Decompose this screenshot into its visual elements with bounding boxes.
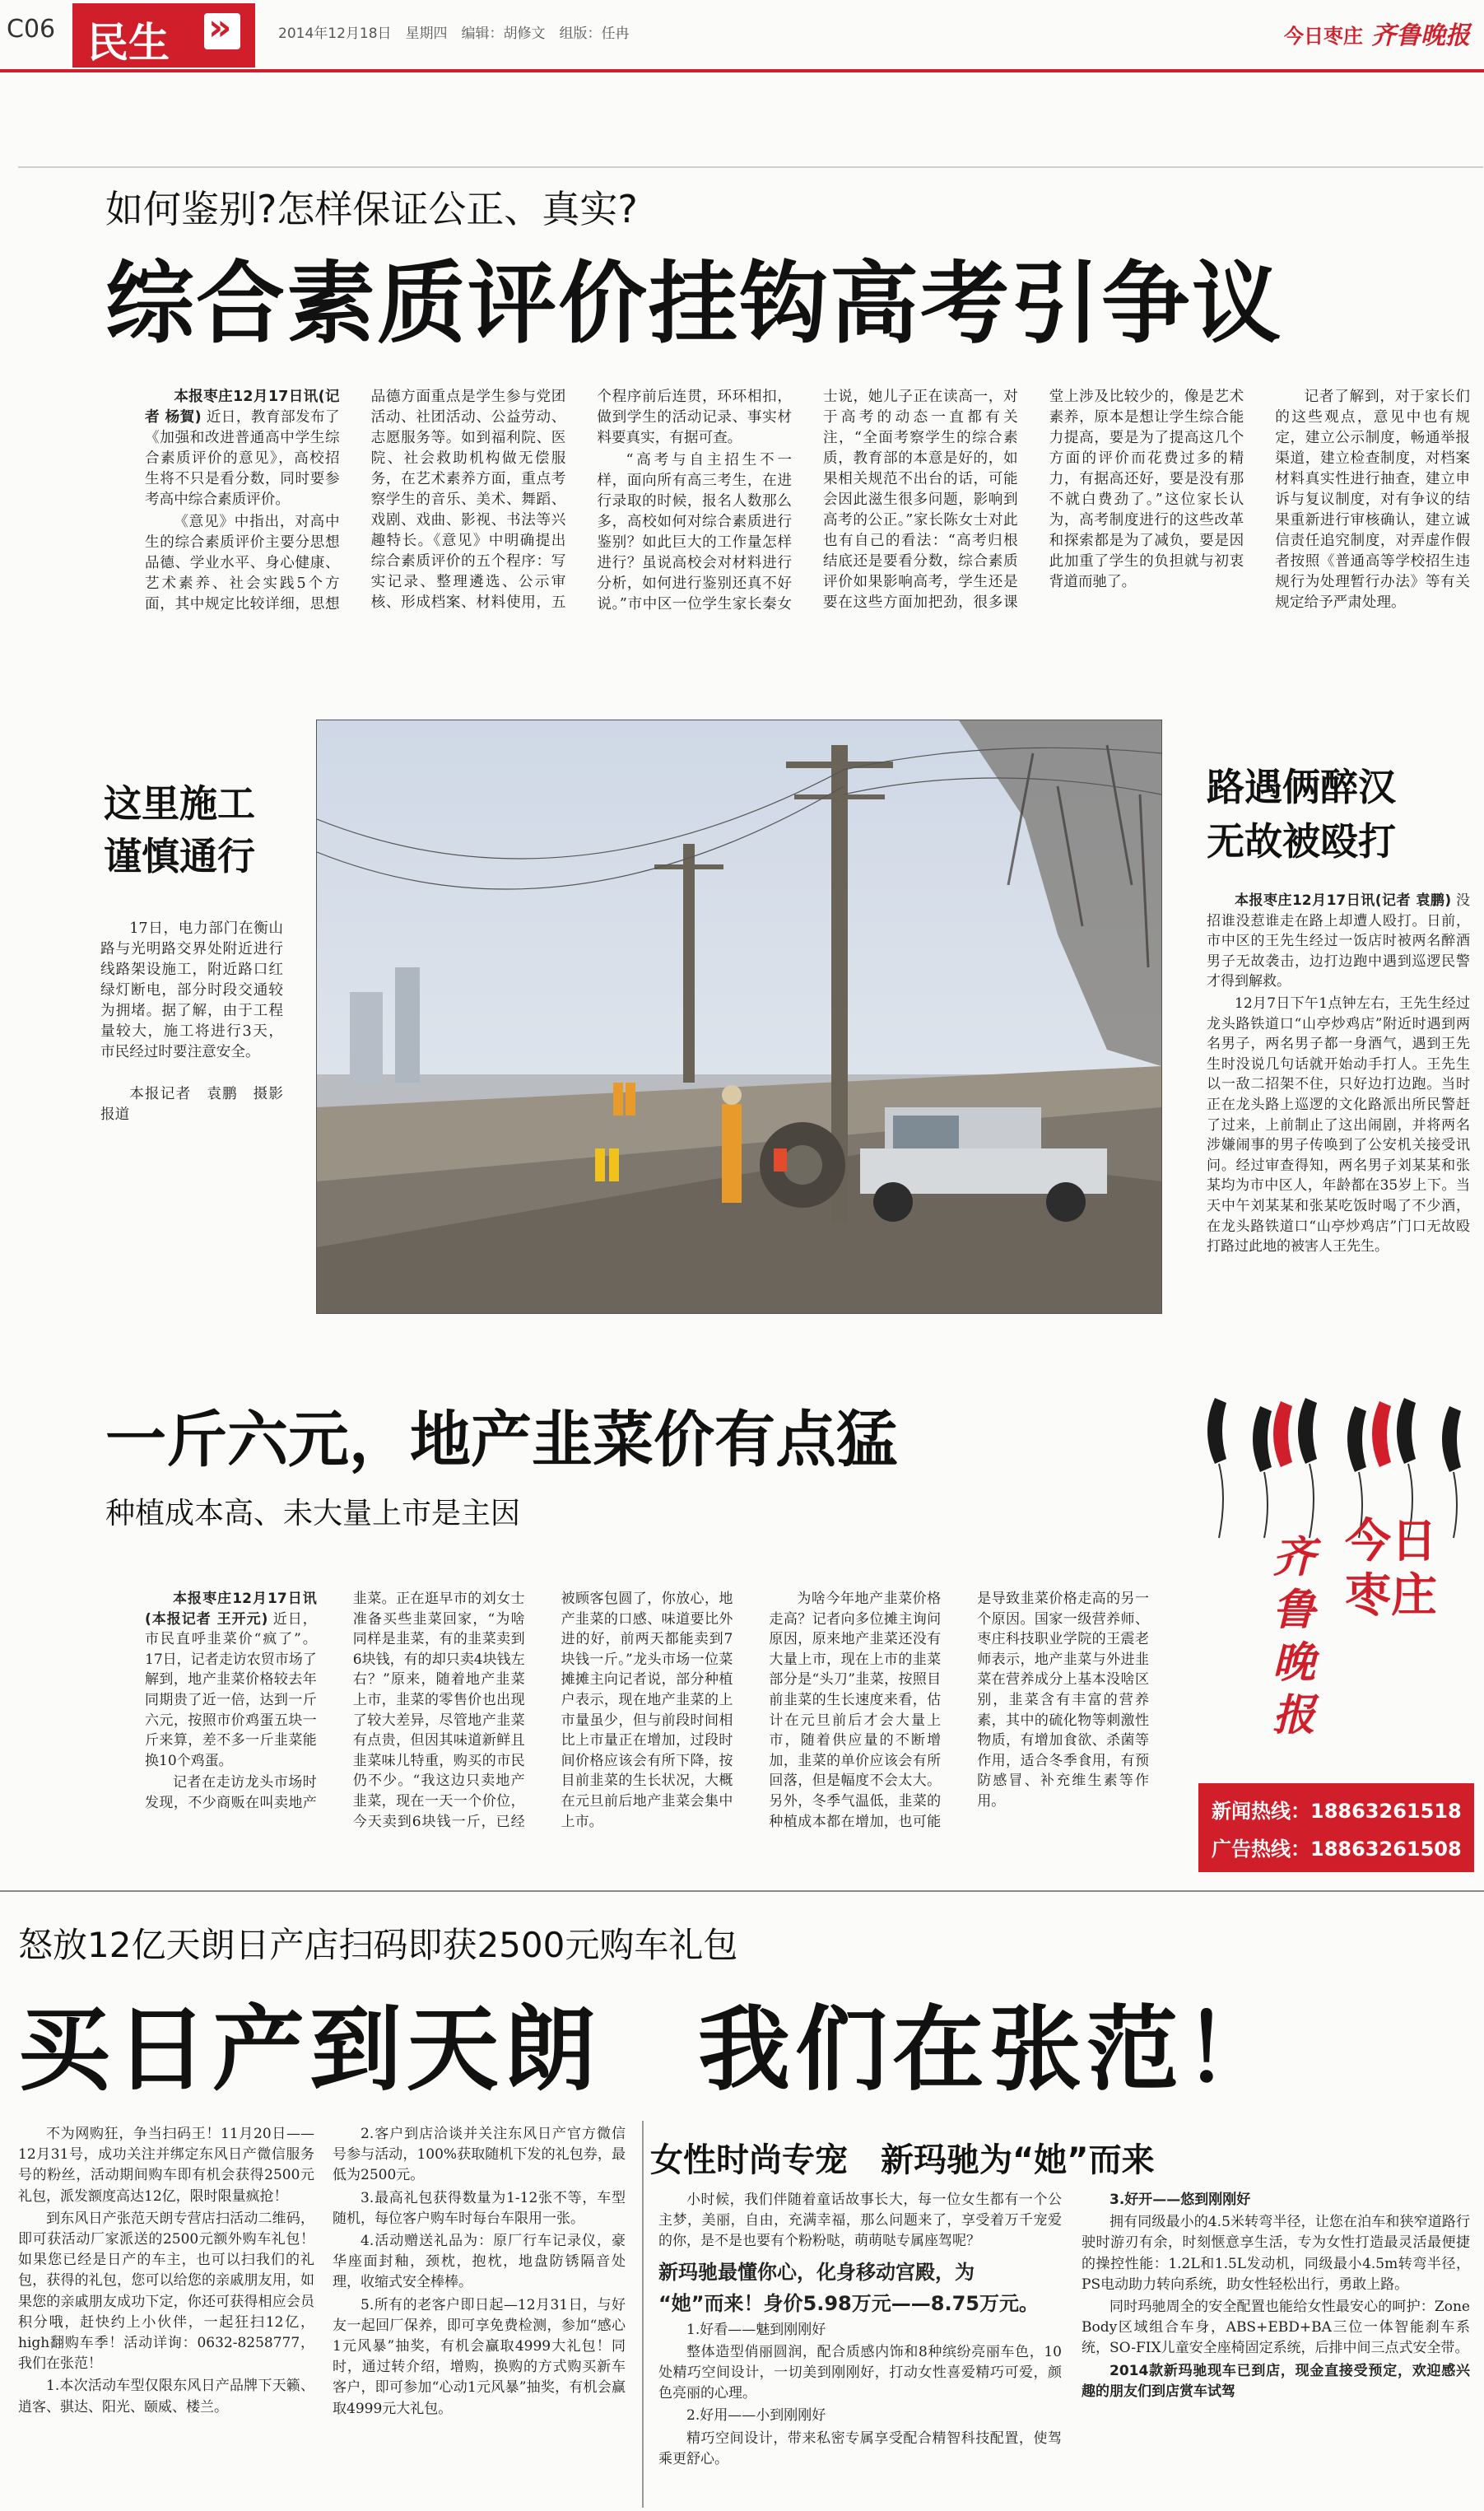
construction-body: [100, 919, 283, 1127]
ad-col1-p1: 不为网购狂，争当扫码王！11月20日——12月31号，成功关注并绑定东风日产微信服务号的粉丝，活动期间购车即有机会获得2500元礼包，派发额度高达12亿，限时限量疯抢！: [18, 2126, 314, 2205]
page-number: C06: [7, 15, 56, 44]
top-story-p2: 《意见》中指出，对高中生的综合素质评价主要分思想品德、学业水平、身心健康、艺术素养、社会实践5个方面，其中规定比较详细，思想品德方面重点是学生参与党团活动、社团活动、公益劳动、志愿服务等。如到福利院、医院、社会救助机构做无偿服务，在艺术素养方面，重点考察学生的音乐、美术、舞蹈、戏剧、戏曲、影视、书法等兴趣特长。《意见》中明确提出综合素质评价的五个程序：写实记录、整理遴选、公示审核、形成档案、材料使用，五个程序前后连贯，环环相扣，做到学生的活动记录、事实材料要真实，有据可查。: [145, 389, 792, 613]
drunk-lead: 本报枣庄12月17日讯(记者 袁鹏) 没招谁没惹谁走在路上却遭人殴打。日前，市中区的王先生经过一饭店时被两名醉酒男子无故袭击，边打边跑中遇到巡逻民警才得到解救。: [1207, 892, 1471, 990]
top-story-byline: 本报枣庄12月17日讯(记者 杨賀): [145, 389, 340, 426]
drunk-p2: 12月7日下午1点钟左右，王先生经过龙头路铁道口“山亭炒鸡店”附近时遇到两名男子，两名男子都一身酒气，遇到王先生时没说几句话就开始动手打人。王先生以一敌二招架不住，只好边打边跑。当时正在龙头路上巡逻的文化路派出所民警赶了过来，上前制止了这出闹剧，并将两名涉嫌闹事的男子传唤到了公安机关接受讯问。经过审查得知，两名男子刘某某和张某均为市中区人，年龄都在35岁上下。当天中午刘某某和张某吃饭时喝了不少酒，在龙头路铁道口“山亭炒鸡店”门口无故殴打路过此地的被害人王先生。: [1207, 995, 1470, 1256]
top-story-p3: “高考与自主招生不一样，面向所有高三考生，在进行录取的时候，报名人数那么多，高校如何对综合素质进行鉴别？如此巨大的工作量怎样进行？虽说高校会对材料进行分析，如何进行鉴别还真不好说。”市中区一位学生家长秦女士说，她儿子正在读高一，对于高考的动态一直都有关注，“全面考察学生的综合素质，教育部的本意是好的，如果相关规范不出台的话，可能会因此滋生很多问题，影响到高考的公正。”家长陈女士对此也有自己的看法：“高考归根结底还是要看分数，综合素质评价如果影响高考，学生还是要在这些方面加把劲，很多课堂上涉及比较少的，像是艺术素养，原本是想让学生综合能力提高，要是为了提高这几个方面的评价而花费过多的精力，有据高还好，要是没有那不就白费劲了。”这位家长认为，高考制度进行的这些改革和探索都是为了减负，要是因此加重了学生的负担就与初衷背道而驰了。: [597, 389, 1244, 613]
section-arrow-glyph: »: [208, 7, 232, 49]
drunk-title-2: 无故被殴打: [1207, 819, 1396, 864]
ad-col-3: [658, 2190, 1062, 2471]
ad-col4-p2: 拥有同级最小的4.5米转弯半径，让您在泊车和狭窄道路行驶时游刃有余，时刻惬意享生活，专为女性打造最灵活最便捷的操控性能：1.2L和1.5L发动机，同级最小4.5m转弯半径，PS电动助力转向系统，助女性轻松出行，勇敢上路。: [1082, 2214, 1470, 2293]
edition-name: 今日枣庄: [1284, 25, 1363, 48]
ad-col3-p3: 整体造型俏丽圆润，配合质感内饰和8种缤纷亮丽车色，10处精巧空间设计，一切美到刚刚好，打动女性喜爱精巧可爱，颜色亮丽的心理。: [658, 2343, 1062, 2402]
construction-photo: [316, 720, 1162, 1314]
top-kicker: 如何鉴别?怎样保证公正、真实?: [105, 187, 638, 231]
ad-col3-p2: 1.好看——魅到刚刚好: [686, 2321, 826, 2338]
section-tab: [72, 3, 255, 68]
hotline-box: [1198, 1390, 1474, 1884]
ad-col2-p1: 2.客户到店洽谈并关注东风日产官方微信号参与活动，100%获取随机下发的礼包券，最低为2500元。: [333, 2126, 626, 2184]
ad-col1-p3: 1.本次活动车型仅限东风日产品牌下天籁、逍客、骐达、阳光、颐威、楼兰。: [18, 2378, 314, 2415]
leek-byline: 本报枣庄12月17日讯(本报记者 王开元): [145, 1591, 317, 1628]
ad-bold-title-a: 新玛驰最懂你心，化身移动宫殿，为: [658, 2260, 975, 2284]
ad-col4-p3: 同时玛驰周全的安全配置也能给女性最安心的呵护：Zone Body区域组合车身，ABS+EBD+BA三位一体智能刹车系统，SO-FIX儿童安全座椅固定系统，后排中间三点式安全带。: [1082, 2299, 1470, 2357]
ad-col2-p3: 4.活动赠送礼品为：原厂行车记录仪，豪华座面封釉，颈枕，抱枕，地盘防锈隔音处理，收缩式安全棒棒。: [333, 2233, 626, 2291]
ad-hotline: 广告热线：18863261508: [1212, 1838, 1462, 1861]
drunk-body: [1207, 891, 1470, 1259]
hotline-bar: [1198, 1783, 1474, 1872]
leek-p3: 为啥今年地产韭菜价格走高？记者向多位摊主询问原因，原来地产韭菜还没有大量上市，现在上市的韭菜部分是“头刀”韭菜，按照目前韭菜的生长速度来看，估计在元旦前后才会大量上市，随着供应量的不断增加，韭菜的单价应该会有所回落，但是幅度不会太大。另外，冬季气温低，韭菜的种植成本都在增加，也可能是导致韭菜价格走高的另一个原因。国家一级营养师、枣庄科技职业学院的王震老师表示，地产韭菜与外进韭菜在营养成分上基本没啥区别，韭菜含有丰富的营养素，其中的硫化物等刺激性物质，有增加食欲、杀菌等作用，适合冬季食用，有预防感冒、补充维生素等作用。: [769, 1591, 1149, 1830]
ad-col3-p5: 精巧空间设计，带来私密专属享受配合精智科技配置，使驾乘更舒心。: [658, 2429, 1062, 2467]
top-story-lead: 本报枣庄12月17日讯(记者 杨賀) 近日，教育部发布了《加强和改进普通高中学生综合素质评价的意见》，高校招生将不只是看分数，同时要参考高中综合素质评价。: [145, 389, 340, 508]
top-headline: 综合素质评价挂钩高考引争议: [105, 253, 1283, 356]
construction-title-1: 这里施工: [104, 781, 255, 826]
construction-credit: 本报记者 袁鹏 摄影报道: [100, 1086, 283, 1123]
top-rule: [18, 166, 1483, 168]
ad-mid-title: 女性时尚专宠 新玛驰为“她”而来: [650, 2141, 1155, 2179]
ad-col-1: [18, 2124, 314, 2420]
leek-p2: 记者在走访龙头市场时发现，不少商贩在叫卖地产韭菜。正在逛早市的刘女士准备买些韭菜回家，“为啥同样是韭菜，有的韭菜卖到6块钱，有的却只卖4块钱左右？”原来，随着地产韭菜上市，韭菜的零售价也出现了较大差异，尽管地产韭菜有点贵，但因其味道新鲜且韭菜味儿特重，购买的市民仍不少。“我这边只卖地产韭菜，现在一天一个价位，今天卖到6块钱一斤，已经被顾客包圆了，你放心，地产韭菜的口感、味道要比外进的好，前两天都能卖到7块钱一斤。”龙头市场一位菜摊摊主向记者说，部分种植户表示，现在地产韭菜的上市量虽少，但与前段时间相比上市量正在增加，过段时间价格应该会有所下降，按目前韭菜的生长状况，大概在元旦前后地产韭菜会集中上市。: [145, 1591, 733, 1830]
ad-top-rule: [0, 1890, 1484, 1892]
construction-scene-image: [317, 720, 1161, 1313]
ad-col3-p1: 小时候，我们伴随着童话故事长大，每一位女生都有一个公主梦，美丽，自由，充满幸福，那么问题来了，享受着万千宠爱的你，是不是也要有个粉粉哒，萌萌哒专属座驾呢？: [658, 2192, 1062, 2250]
hotline-edition: 今日枣庄: [1345, 1515, 1437, 1623]
drunk-title-1: 路遇俩醉汉: [1207, 765, 1396, 809]
ad-col3-p4: 2.好用——小到刚刚好: [686, 2407, 826, 2425]
ad-col4-p4: 2014款新玛驰现车已到店，现金直接受预定，欢迎感兴趣的朋友们到店赏车试驾: [1082, 2362, 1470, 2400]
masthead: [0, 0, 1484, 91]
ad-col-4: [1082, 2190, 1470, 2404]
construction-title-2: 谨慎通行: [104, 834, 255, 878]
ad-bold-title-b: “她”而来！身价5.98万元——8.75万元。: [658, 2291, 1039, 2315]
news-hotline: 新闻热线：18863261518: [1212, 1800, 1462, 1823]
leek-body: [145, 1589, 1149, 1879]
leek-lead: 本报枣庄12月17日讯(本报记者 王开元) 近日，市民直呼韭菜价“疯了”。17日，记者走访农贸市场了解到，地产韭菜价格较去年同期贵了近一倍，达到一斤六元，按照市价鸡蛋五块一斤来算，差不多一斤韭菜能换10个鸡蛋。: [145, 1591, 317, 1769]
top-story-p4: 记者了解到，对于家长们的这些观点，意见中也有规定，建立公示制度，畅通举报渠道，建立检查制度，对档案材料真实性进行抽查，建立申诉与复议制度，对有争议的结果重新进行审核确认，建立诚信责任追究制度，对弄虚作假者按照《普通高等学校招生违规行为处理暂行办法》等有关规定给予严肃处理。: [1275, 389, 1470, 611]
ad-col2-p2: 3.最高礼包获得数量为1-12张不等，车型随机，每位客户购车时每台车限用一张。: [333, 2189, 626, 2227]
drunk-byline: 本报枣庄12月17日讯(记者 袁鹏): [1235, 892, 1452, 909]
construction-text: 17日，电力部门在衡山路与光明路交界处附近进行线路架设施工，附近路口红绿灯断电，部分时段交通较为拥堵。据了解，由于工程量较大，施工将进行3天，市民经过时要注意安全。: [100, 920, 283, 1060]
ad-col-2: [333, 2124, 626, 2421]
ad-col4-p1: 3.好开——悠到刚刚好: [1110, 2192, 1251, 2208]
ad-headline: 买日产到天朗 我们在张范！: [18, 1996, 1281, 2103]
issue-meta: 2014年12月18日 星期四 编辑：胡修文 组版：任冉: [278, 26, 630, 42]
ad-col1-p2: 到东风日产张范天朗专营店扫活动二维码，即可获活动厂家派送的2500元额外购车礼包！如果您已经是日产的车主，也可以扫我们的礼包，获得的礼包，您可以给您的亲戚朋友用，如果您的亲戚朋友成功下定，你还可获得相应会员积分哦，赶快约上小伙伴，一起狂扫12亿，high翻购车季！活动详询：0632-8258777，我们在张范！: [18, 2210, 314, 2373]
ad-divider: [642, 2121, 644, 2508]
top-story-body: [145, 387, 1470, 671]
leek-subhead: 种植成本高、未大量上市是主因: [105, 1497, 521, 1530]
ad-kicker: 怒放12亿天朗日产店扫码即获2500元购车礼包: [18, 1925, 738, 1965]
section-label: 民生: [87, 19, 170, 67]
paper-logo: 齐鲁晚报: [1371, 21, 1470, 50]
leek-headline: 一斤六元，地产韭菜价有点猛: [105, 1405, 897, 1475]
masthead-rule: [0, 69, 1484, 72]
ad-col2-p4: 5.所有的老客户即日起—12月31日，与好友一起回厂保养，即可享免费检测，参加“感心1元风暴”抽奖，有机会赢取4999大礼包！同时，通过转介绍，增购，换购的方式购买新车客户，即可参加“心动1元风暴”抽奖，有机会赢取4999元大礼包。: [333, 2296, 626, 2417]
hotline-paper-logo: 齐鲁晚报: [1272, 1532, 1316, 1740]
